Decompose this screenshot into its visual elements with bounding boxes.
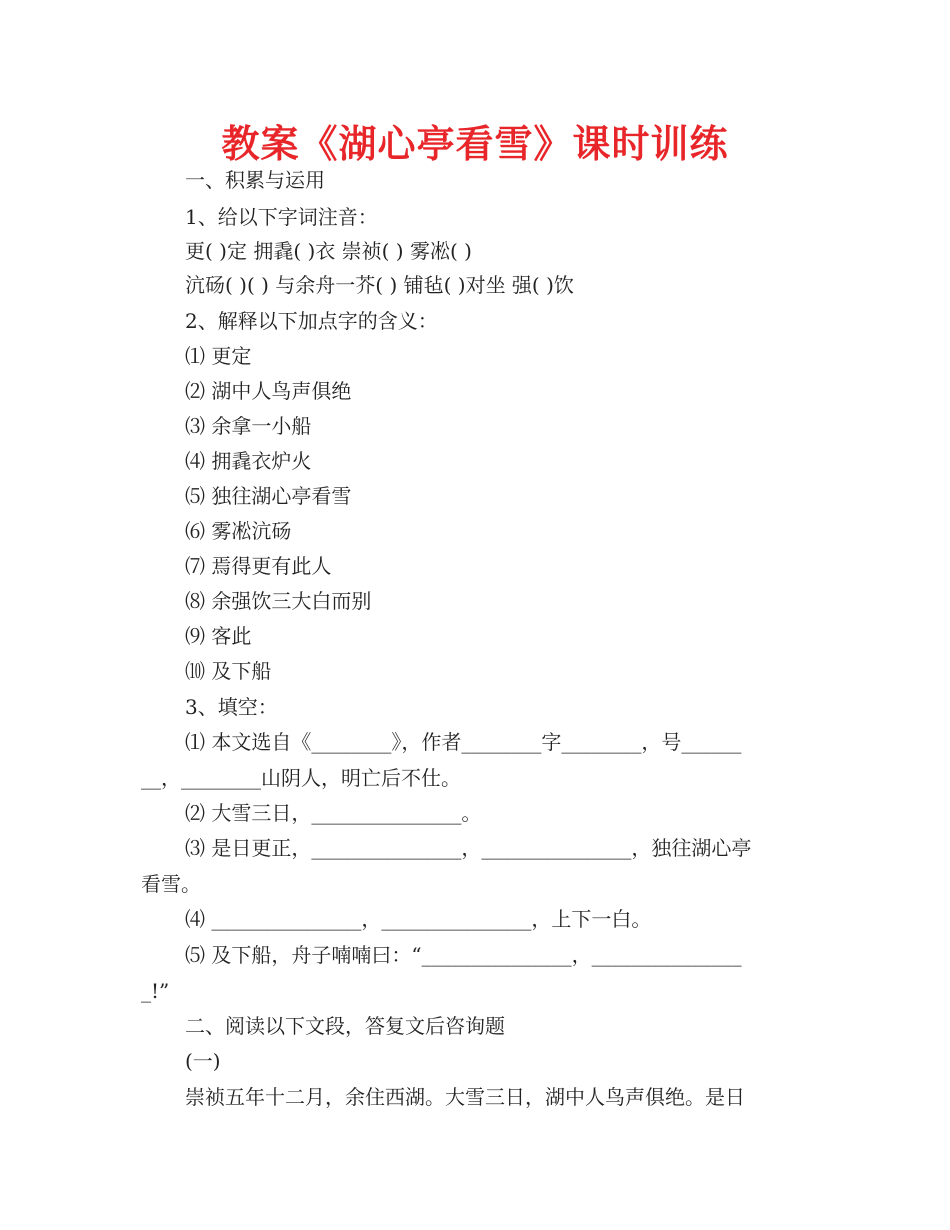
document-title: 教案《湖心亭看雪》课时训练 (221, 122, 729, 166)
definition-item: ⑼ 客此 (185, 624, 252, 648)
definition-item: ⑽ 及下船 (185, 659, 272, 683)
question-1-heading: 1、给以下字词注音： (185, 205, 378, 229)
fill-blank-3-continued: 看雪。 (141, 872, 201, 896)
pinyin-line-2: 沆砀( )( ) 与余舟一芥( ) 铺毡( )对坐 强( )饮 (185, 273, 574, 297)
fill-blank-5-continued: _!” (141, 979, 170, 1003)
question-3-heading: 3、填空： (185, 695, 278, 719)
section-heading-1: 一、积累与运用 (185, 168, 325, 192)
definition-item: ⑴ 更定 (185, 344, 252, 368)
definition-item: ⑺ 焉得更有此人 (185, 554, 332, 578)
fill-blank-1: ⑴ 本文选自《________》，作者________字________，号______ (185, 730, 742, 754)
definition-item: ⑹ 雾凇沆砀 (185, 519, 292, 543)
definition-item: ⑵ 湖中人鸟声俱绝 (185, 379, 352, 403)
section-heading-2: 二、阅读以下文段，答复文后咨询题 (185, 1014, 505, 1038)
fill-blank-4: ⑷ _______________，_______________，上下一白。 (185, 907, 652, 931)
passage-text: 崇祯五年十二月，余住西湖。大雪三日，湖中人鸟声俱绝。是日 (185, 1085, 745, 1109)
question-2-heading: 2、解释以下加点字的含义： (185, 309, 438, 333)
definition-item: ⑷ 拥毳衣炉火 (185, 449, 312, 473)
definition-item: ⑻ 余强饮三大白而别 (185, 589, 372, 613)
pinyin-line-1: 更( )定 拥毳( )衣 崇祯( ) 雾凇( ) (185, 239, 472, 263)
passage-number: (一) (185, 1049, 221, 1073)
fill-blank-2: ⑵ 大雪三日，_______________。 (185, 801, 482, 825)
definition-item: ⑸ 独往湖心亭看雪 (185, 484, 352, 508)
definition-item: ⑶ 余拿一小船 (185, 414, 312, 438)
fill-blank-5: ⑸ 及下船，舟子喃喃曰：“_______________，_______________ (185, 943, 742, 967)
fill-blank-3: ⑶ 是日更正，_______________，_______________，独往湖心亭 (185, 836, 752, 860)
fill-blank-1-continued: __，________山阴人，明亡后不仕。 (141, 766, 461, 790)
